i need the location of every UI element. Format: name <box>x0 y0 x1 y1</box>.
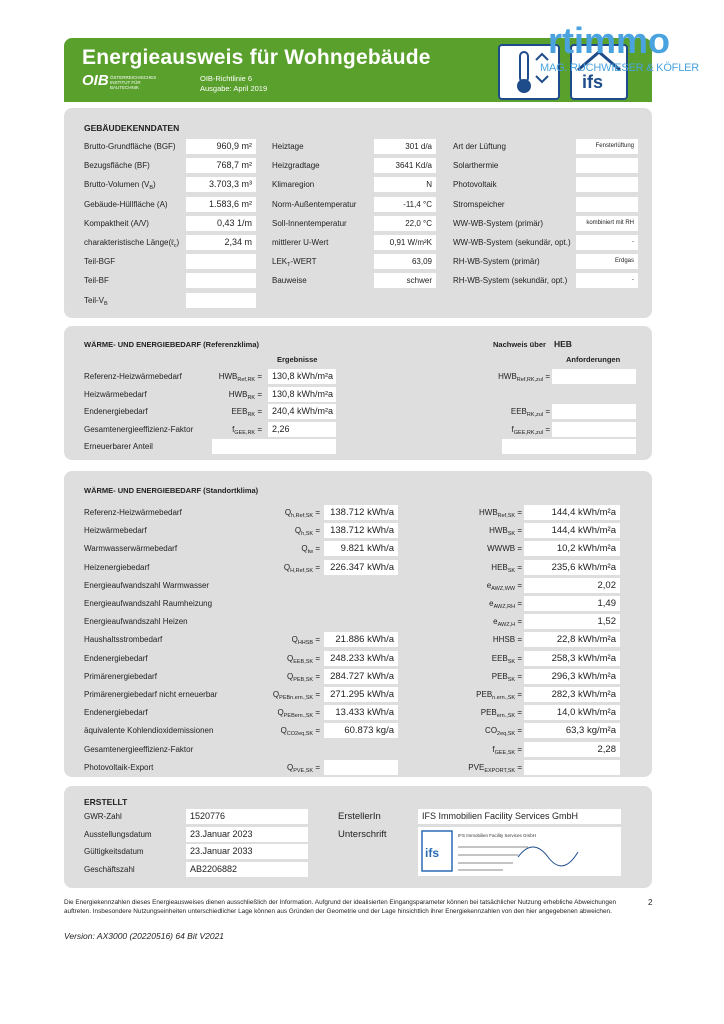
svg-text:ifs: ifs <box>582 72 604 92</box>
brand-name: rtimmo <box>548 20 671 61</box>
site-ratio-value: 258,3 kWh/m²a <box>524 651 620 666</box>
oib-institute: ÖSTERREICHISCHES INSTITUT FÜR BAUTECHNIK <box>110 75 157 90</box>
created-label: Geschäftszahl <box>84 864 135 874</box>
site-ratio-value: 144,4 kWh/m²a <box>524 505 620 520</box>
label-text: Stromspeicher <box>453 199 505 209</box>
label-text: LEK <box>272 257 288 267</box>
page-title: Energieausweis für Wohngebäude <box>82 46 431 69</box>
reference-value: 2,26 <box>268 422 336 437</box>
site-value: 248.233 kWh/a <box>324 651 398 666</box>
site-symbol: $Q_{EEB,SK}$ = <box>286 653 320 665</box>
site-ratio-symbol: $e_{AWZ,WW}$ = <box>486 580 522 592</box>
site-label: Referenz-Heizwärmebedarf <box>84 508 182 517</box>
created-label: Ausstellungsdatum <box>84 829 152 839</box>
site-value: 13.433 kWh/a <box>324 705 398 720</box>
signature-label: Unterschrift <box>338 829 387 840</box>
site-ratio-symbol: $e_{AWZ,RH}$ = <box>489 599 522 610</box>
label-text: Kompaktheit (A/V) <box>84 218 149 228</box>
site-value: 284.727 kWh/a <box>324 669 398 684</box>
label-text: mittlerer U-Wert <box>272 238 329 247</box>
label-subscript: T <box>287 262 291 269</box>
site-label: Endenergiebedarf <box>84 653 148 663</box>
building-label <box>84 257 115 266</box>
results-header: Ergebnisse <box>277 355 318 364</box>
site-ratio-value: 2,28 <box>524 742 620 757</box>
climate-label <box>272 142 304 151</box>
svg-text:ifs: ifs <box>425 846 440 860</box>
site-ratio-symbol: $CO_{2eq,SK}$ = <box>485 726 522 738</box>
site-ratio-value: 296,3 kWh/m²a <box>524 669 620 684</box>
section-title: WÄRME- UND ENERGIEBEDARF (Standortklima) <box>84 486 259 495</box>
site-ratio-symbol: $PEB_{SK}$ = <box>491 671 522 683</box>
created-value: 1520776 <box>186 809 308 824</box>
label-suffix: -WERT <box>290 257 317 267</box>
site-label: äquivalente Kohlendioxidemissionen <box>84 726 214 736</box>
site-ratio-symbol: $HEB_{SK}$ = <box>491 562 522 574</box>
site-value: 226.347 kWh/a <box>324 560 398 575</box>
site-ratio-value: 1,52 <box>524 614 620 629</box>
site-ratio-symbol: WWWB = <box>487 544 522 554</box>
label-suffix: ) <box>176 238 180 247</box>
label-text: charakteristische Länge(ℓ <box>84 238 174 247</box>
system-label <box>453 161 498 170</box>
system-value <box>576 177 638 192</box>
site-symbol: $Q_{PEBern.,SK}$ = <box>277 708 320 720</box>
system-value <box>576 197 638 212</box>
site-label: Haushaltsstrombedarf <box>84 635 163 645</box>
label-text: Teil-BGF <box>84 257 116 267</box>
site-symbol: $Q_{CO2eq,SK}$ = <box>280 726 320 738</box>
site-ratio-value: 63,3 kg/m²a <box>524 723 620 738</box>
system-label <box>453 276 567 285</box>
reference-label: Endenergiebedarf <box>84 407 148 417</box>
label-text: Brutto-Volumen (V <box>84 180 150 190</box>
label-text: Soll-Innentemperatur <box>272 218 347 228</box>
site-label: Energieaufwandszahl Heizen <box>84 617 188 627</box>
climate-value: -11,4 °C <box>374 197 436 212</box>
climate-label <box>272 238 328 247</box>
climate-value: 3641 Kd/a <box>374 158 436 173</box>
system-label <box>453 238 571 247</box>
label-text: RH-WB-System (sekundär, opt.) <box>453 276 568 286</box>
building-label <box>84 180 156 191</box>
site-value: 271.295 kWh/a <box>324 687 398 702</box>
oib-guideline: OIB-Richtlinie 6 <box>200 74 253 83</box>
system-value <box>576 158 638 173</box>
created-value: 23.Januar 2023 <box>186 827 308 842</box>
site-ratio-symbol: HHSB = <box>492 635 522 645</box>
system-label <box>453 142 506 151</box>
climate-value: 301 d/a <box>374 139 436 154</box>
reference-symbol: $HWB_{Ref,RK}$ = <box>218 372 262 383</box>
site-ratio-symbol: $f_{GEE,SK}$ = <box>492 744 522 756</box>
climate-label <box>272 219 347 228</box>
system-value: kombiniert mit RH <box>576 216 638 231</box>
section-building-data <box>64 108 652 318</box>
system-value: Erdgas <box>576 254 638 269</box>
site-symbol: $Q_{tw}$ = <box>301 544 320 556</box>
label-suffix: ) <box>153 180 156 190</box>
site-label: Heizenergiebedarf <box>84 562 150 572</box>
reference-value: 130,8 kWh/m²a <box>268 369 336 384</box>
site-ratio-symbol: $HWB_{Ref,SK}$ = <box>478 508 522 519</box>
site-ratio-symbol: $e_{AWZ,H}$ = <box>493 617 522 629</box>
system-label <box>453 180 497 189</box>
creator-label: ErstellerIn <box>338 811 381 822</box>
site-ratio-value: 22,8 kWh/m²a <box>524 632 620 647</box>
climate-label <box>272 161 320 170</box>
section-title: ERSTELLT <box>84 797 128 807</box>
site-value: 9.821 kWh/a <box>324 541 398 556</box>
system-label <box>453 200 505 209</box>
label-text: Norm-Außentemperatur <box>272 199 357 209</box>
label-text: Klimaregion <box>272 180 315 190</box>
building-value <box>186 254 256 269</box>
requirements-header: Anforderungen <box>566 355 621 364</box>
site-label: Photovoltaik-Export <box>84 762 154 772</box>
signature-stamp <box>418 827 621 876</box>
site-label: Energieaufwandszahl Warmwasser <box>84 580 210 590</box>
site-ratio-value: 10,2 kWh/m²a <box>524 541 620 556</box>
requirement-symbol: $EEB_{RK,zul}$ = <box>510 407 550 419</box>
label-text: Teil-V <box>84 295 105 305</box>
site-symbol: $Q_{PVE,SK}$ = <box>286 762 320 774</box>
section-title: WÄRME- UND ENERGIEBEDARF (Referenzklima) <box>84 340 260 349</box>
reference-label: Heizwärmebedarf <box>84 389 147 399</box>
system-value: Fensterlüftung <box>576 139 638 154</box>
system-label <box>453 257 540 266</box>
site-symbol: $Q_{PEBn.ern.,SK}$ = <box>272 690 320 701</box>
reference-label: Gesamtenergieeffizienz-Faktor <box>84 424 194 434</box>
climate-value: 22,0 °C <box>374 216 436 231</box>
reference-symbol: $HWB_{RK}$ = <box>228 389 262 401</box>
site-symbol: $Q_{h,Ref,SK}$ = <box>284 508 320 519</box>
site-ratio-value: 144,4 kWh/m²a <box>524 523 620 538</box>
site-ratio-value: 282,3 kWh/m²a <box>524 687 620 702</box>
requirement-symbol: $f_{GEE,RK,zul}$ = <box>511 424 550 436</box>
building-value: 2,34 m <box>186 235 256 250</box>
site-ratio-symbol: $PEB_{n.ern.,SK}$ = <box>476 690 522 701</box>
label-subscript: B <box>104 300 108 307</box>
label-text: WW-WB-System (primär) <box>453 218 544 228</box>
site-value: 60.873 kg/a <box>324 723 398 738</box>
site-ratio-value: 2,02 <box>524 578 620 593</box>
reference-symbol: $f_{GEE,RK}$ = <box>232 424 262 436</box>
requirement-value <box>552 369 636 384</box>
requirement-value <box>552 404 636 419</box>
created-value: 23.Januar 2033 <box>186 844 308 859</box>
reference-label: Erneuerbarer Anteil <box>84 442 153 452</box>
building-value: 3.703,3 m³ <box>186 177 256 192</box>
system-label <box>453 219 543 228</box>
climate-label <box>272 276 307 285</box>
site-ratio-value: 235,6 kWh/m²a <box>524 560 620 575</box>
building-label <box>84 276 109 285</box>
site-label: Endenergiebedarf <box>84 708 148 718</box>
reference-symbol: $EEB_{RK}$ = <box>231 407 262 419</box>
created-value: AB2206882 <box>186 862 308 877</box>
building-label <box>84 219 149 228</box>
building-value: 0,43 1/m <box>186 216 256 231</box>
reference-value: 240,4 kWh/m²a <box>268 404 336 419</box>
proof-value: HEB <box>554 339 572 349</box>
site-label: Energieaufwandszahl Raumheizung <box>84 599 213 608</box>
created-label: Gültigkeitsdatum <box>84 847 144 857</box>
site-label: Primärenergiebedarf nicht erneuerbar <box>84 690 218 699</box>
climate-value: 0,91 W/m²K <box>374 235 436 250</box>
brand-subtitle: MAG. RUCHWIESER & KÖFLER <box>540 62 699 74</box>
disclaimer: Die Energiekennzahlen dieses Energieausweises dienen ausschließlich der Information. Aufgrund der idealisierten Eingangsparameter können bei tatsächlicher Nutzung erhebliche Abweichungen auftreten. Insbesondere Nutzungseinheiten unterschiedlicher Lage können aus Gründen der Geometrie und der Lage hinsichtlich ihrer Energiekennzahlen von den hier angegebenen abweichen. <box>64 899 617 915</box>
label-text: Solarthermie <box>453 161 499 171</box>
reference-value: 130,8 kWh/m²a <box>268 387 336 402</box>
climate-value: schwer <box>374 273 436 288</box>
building-value <box>186 273 256 288</box>
label-text: Heiztage <box>272 142 304 151</box>
label-text: RH-WB-System (primär) <box>453 257 540 267</box>
label-text: Heizgradtage <box>272 161 320 171</box>
site-label: Heizwärmebedarf <box>84 526 147 536</box>
created-label: GWR-Zahl <box>84 812 122 821</box>
creator-value: IFS Immobilien Facility Services GmbH <box>418 809 621 824</box>
site-label: Primärenergiebedarf <box>84 671 157 681</box>
system-value: - <box>576 235 638 250</box>
label-text: Art der Lüftung <box>453 142 506 151</box>
proof-label: Nachweis über <box>493 340 546 349</box>
climate-value: N <box>374 177 436 192</box>
climate-label <box>272 180 314 189</box>
site-value <box>324 760 398 775</box>
building-label <box>84 200 168 209</box>
climate-label <box>272 257 317 268</box>
page-number: 2 <box>648 898 653 907</box>
site-value: 138.712 kWh/a <box>324 505 398 520</box>
site-value: 21.886 kWh/a <box>324 632 398 647</box>
building-value: 960,9 m² <box>186 139 256 154</box>
requirement-symbol: $HWB_{Ref,RK,zul}$ = <box>498 372 550 383</box>
building-value: 1.583,6 m² <box>186 197 256 212</box>
site-ratio-symbol: $EEB_{SK}$ = <box>491 653 522 665</box>
reference-label: Referenz-Heizwärmebedarf <box>84 372 182 381</box>
climate-value: 63,09 <box>374 254 436 269</box>
system-value: - <box>576 273 638 288</box>
building-label <box>84 161 150 170</box>
site-ratio-value <box>524 760 620 775</box>
label-text: Gebäude-Hüllfläche (A) <box>84 199 168 209</box>
site-ratio-value: 14,0 kWh/m²a <box>524 705 620 720</box>
site-symbol: $Q_{HHSB}$ = <box>291 635 320 647</box>
site-ratio-symbol: $PEB_{ern.,SK}$ = <box>480 708 522 720</box>
site-symbol: $Q_{H,Ref,SK}$ = <box>283 562 320 574</box>
building-label <box>84 238 179 249</box>
label-text: Bauweise <box>272 276 307 286</box>
site-ratio-value: 1,49 <box>524 596 620 611</box>
version: Version: AX3000 (20220516) 64 Bit V2021 <box>64 931 225 941</box>
building-value <box>186 293 256 308</box>
reference-value-empty <box>212 439 336 454</box>
climate-label <box>272 200 356 209</box>
building-label <box>84 296 108 307</box>
section-title: GEBÄUDEKENNDATEN <box>84 123 180 133</box>
label-text: Teil-BF <box>84 276 109 286</box>
oib-edition: Ausgabe: April 2019 <box>200 84 268 93</box>
oib-logo: OIB <box>82 72 109 89</box>
label-text: Photovoltaik <box>453 180 497 190</box>
label-text: Brutto-Grundfläche (BGF) <box>84 142 176 151</box>
site-label: Warmwasserwärmebedarf <box>84 544 178 554</box>
requirement-value <box>552 422 636 437</box>
site-value: 138.712 kWh/a <box>324 523 398 538</box>
site-ratio-symbol: $HWB_{SK}$ = <box>489 526 522 538</box>
building-value: 768,7 m² <box>186 158 256 173</box>
label-subscript: B <box>149 185 154 192</box>
site-label: Gesamtenergieeffizienz-Faktor <box>84 744 194 754</box>
requirement-value-empty <box>502 439 636 454</box>
site-ratio-symbol: $PVE_{EXPORT,SK}$ = <box>468 762 522 774</box>
label-text: WW-WB-System (sekundär, opt.) <box>453 238 571 247</box>
label-text: Bezugsfläche (BF) <box>84 161 150 171</box>
svg-text:IFS Immobilien Facility Servic: IFS Immobilien Facility Services GmbH <box>458 833 537 838</box>
site-symbol: $Q_{h,SK}$ = <box>294 526 320 538</box>
site-symbol: $Q_{PEB,SK}$ = <box>286 671 320 683</box>
label-subscript: c <box>173 243 177 249</box>
building-label <box>84 142 176 151</box>
